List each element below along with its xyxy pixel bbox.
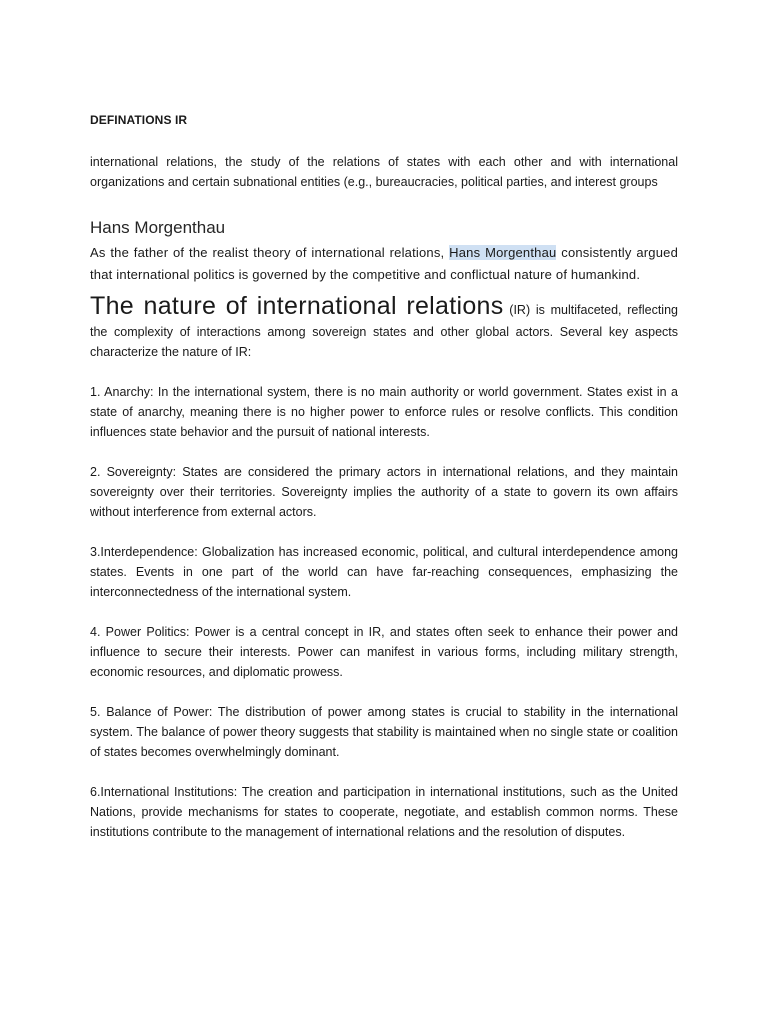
nature-heading: The nature of international relations bbox=[90, 292, 504, 320]
nature-paragraph bbox=[90, 290, 678, 362]
document-page bbox=[90, 110, 678, 862]
document-title: DEFINATIONS IR bbox=[90, 113, 188, 127]
morgenthau-heading: Hans Morgenthau bbox=[90, 218, 226, 237]
list-item: 3.Interdependence: Globalization has increased economic, political, and cultural interdependence among states. Events in one part of the world can have far-reaching consequences, emphasizing the interconnectedness of the international system. bbox=[90, 545, 678, 599]
intro-paragraph: international relations, the study of the relations of states with each other and with international organizations and certain subnational entities (e.g., bureaucracies, political parties, and interest groups bbox=[90, 155, 678, 189]
list-item: 5. Balance of Power: The distribution of power among states is crucial to stability in the international system. The balance of power theory suggests that stability is maintained when no single state or coalition of states becomes overwhelmingly dominant. bbox=[90, 705, 678, 759]
list-item: 6.International Institutions: The creation and participation in international institutions, such as the United Nations, provide mechanisms for states to cooperate, negotiate, and establish common norms. These institutions contribute to the management of international relations and the resolution of disputes. bbox=[90, 785, 678, 839]
list-item: 1. Anarchy: In the international system, there is no main authority or world government. States exist in a state of anarchy, meaning there is no higher power to enforce rules or resolve conflicts. This condition influences state behavior and the pursuit of national interests. bbox=[90, 385, 678, 439]
nature-text: (IR) is multifaceted, reflecting the complexity of interactions among sovereign states and other global actors. Several key aspects characterize the nature of IR: bbox=[90, 303, 678, 359]
list-item: 4. Power Politics: Power is a central concept in IR, and states often seek to enhance their power and influence to secure their interests. Power can manifest in various forms, including military strength, economic resources, and diplomatic prowess. bbox=[90, 625, 678, 679]
morgenthau-paragraph bbox=[90, 242, 678, 286]
list-item: 2. Sovereignty: States are considered the primary actors in international relations, and they maintain sovereignty over their territories. Sovereignty implies the authority of a state to govern its own affairs without interference from external actors. bbox=[90, 465, 678, 519]
highlighted-name: Hans Morgenthau bbox=[449, 245, 557, 260]
morgenthau-text-before: As the father of the realist theory of international relations, bbox=[90, 245, 450, 260]
morgenthau-text-after: consistently argued that international politics is governed by the competitive and conflictual nature of humankind. bbox=[90, 245, 679, 282]
